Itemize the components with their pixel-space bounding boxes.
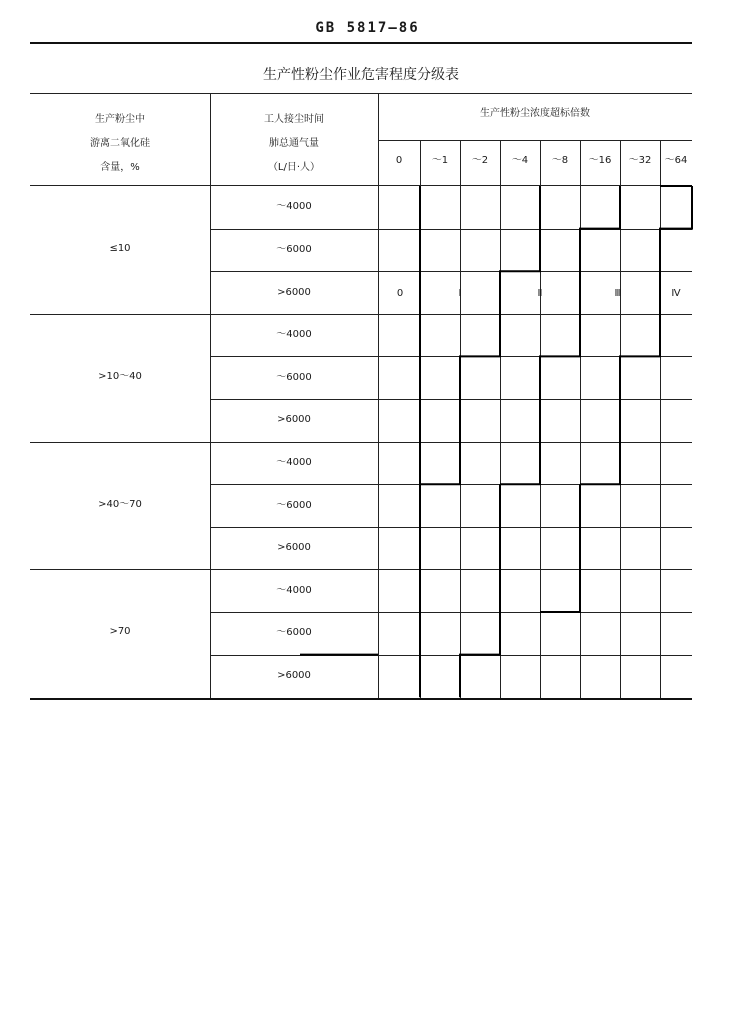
concentration-level-label: ～64 [664,155,688,166]
grade-boundary-line [460,484,500,697]
ventilation-header-line-2: 肺总通气量 [269,138,319,149]
concentration-level-label: ～8 [551,155,569,166]
grade-boundary-line [540,484,580,612]
table-bottom-rule [30,698,692,700]
grade-label: Ⅳ [671,288,681,299]
silica-group-label: >70 [109,626,131,637]
ventilation-header-line-1: 工人接尘时间 [264,114,324,125]
ventilation-level-label: ～6000 [276,244,312,255]
concentration-level-label: ～16 [588,155,612,166]
grade-boundary-line [420,186,540,484]
silica-header-line-3: 含量，% [100,162,140,173]
grade-label: Ⅰ [458,288,462,299]
concentration-level-label: ～4 [511,155,529,166]
concentration-level-label: ～1 [431,155,449,166]
ventilation-level-label: ～4000 [276,457,312,468]
silica-group-label: >10～40 [98,371,142,382]
silica-group-label: ≤10 [109,243,131,254]
ventilation-level-label: >6000 [277,414,311,425]
concentration-level-label: ～2 [471,155,489,166]
grade-label: 0 [396,288,404,299]
concentration-level-label: ～32 [628,155,652,166]
standard-code: GB 5817—86 [315,20,420,36]
ventilation-header-line-3: （L/日·人） [267,162,321,173]
ventilation-level-label: ～4000 [276,585,312,596]
concentration-header: 生产性粉尘浓度超标倍数 [480,108,590,119]
ventilation-level-label: ～6000 [276,372,312,383]
ventilation-level-label: >6000 [277,670,311,681]
grade-boundary-line [580,186,692,484]
silica-header-line-1: 生产粉尘中 [95,114,145,125]
silica-group-label: >40～70 [98,499,142,510]
ventilation-level-label: >6000 [277,287,311,298]
table-title: 生产性粉尘作业危害程度分级表 [263,67,459,83]
ventilation-level-label: ～4000 [276,329,312,340]
concentration-level-label: 0 [395,155,403,166]
grade-boundary-line [500,186,620,484]
ventilation-level-label: ～4000 [276,201,312,212]
ventilation-level-label: >6000 [277,542,311,553]
ventilation-level-label: ～6000 [276,500,312,511]
ventilation-level-label: ～6000 [276,627,312,638]
grade-label: Ⅲ [614,288,622,299]
grade-label: Ⅱ [537,288,543,299]
silica-header-line-2: 游离二氧化硅 [90,138,150,149]
